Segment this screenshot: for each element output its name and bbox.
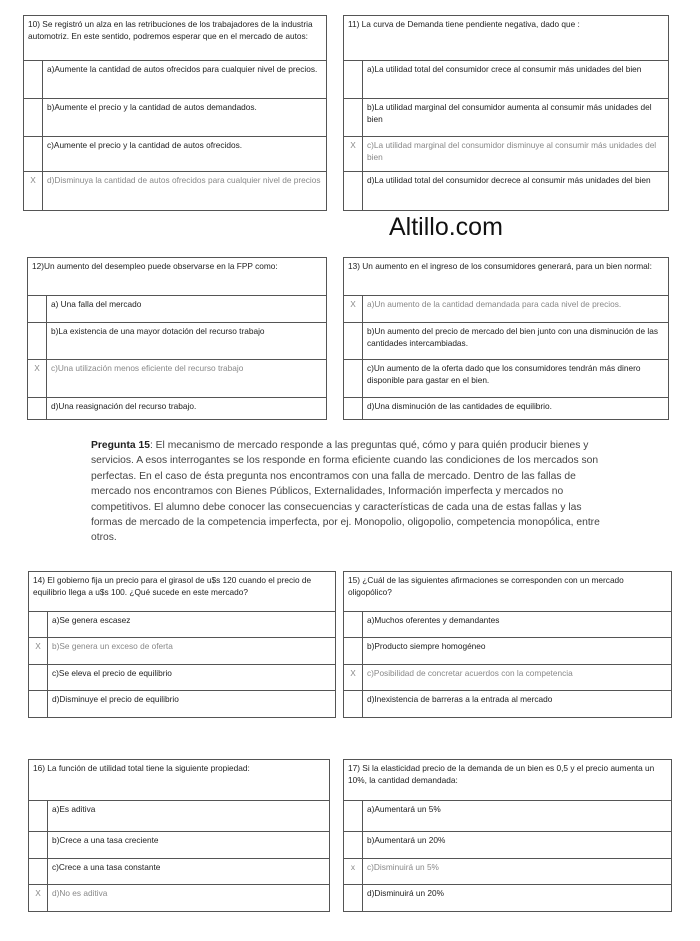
answer-mark: [344, 172, 363, 211]
answer-option-a: a)Aumente la cantidad de autos ofrecidos para cualquier nivel de precios.: [43, 61, 327, 99]
question-13-table: [343, 257, 669, 420]
question-12-table: [27, 257, 327, 420]
answer-mark: [28, 398, 47, 420]
answer-option-d: d)Disminuya la cantidad de autos ofrecidos para cualquier nivel de precios: [43, 172, 327, 211]
answer-option-b: b)Aumentará un 20%: [363, 832, 672, 859]
answer-option-c: c)Posibilidad de concretar acuerdos con la competencia: [363, 665, 672, 691]
site-brand: Altillo.com: [389, 213, 503, 241]
question-15-table: [343, 571, 672, 718]
answer-option-a: a) Una falla del mercado: [47, 296, 327, 323]
answer-mark: [344, 99, 363, 137]
question-13-text: 13) Un aumento en el ingreso de los consumidores generará, para un bien normal:: [344, 258, 669, 296]
answer-mark: x: [344, 859, 363, 885]
answer-mark: [344, 832, 363, 859]
answer-mark: X: [28, 360, 47, 398]
answer-mark: [29, 665, 48, 691]
answer-mark: [24, 99, 43, 137]
answer-mark: [29, 612, 48, 638]
answer-mark: [24, 137, 43, 172]
question-11-text: 11) La curva de Demanda tiene pendiente negativa, dado que :: [344, 16, 669, 61]
answer-option-d: d)Disminuirá un 20%: [363, 885, 672, 912]
answer-mark: [344, 638, 363, 665]
answer-option-b: b)Crece a una tasa creciente: [48, 832, 330, 859]
explanation-label: Pregunta 15: [91, 440, 150, 451]
answer-option-b: b)La utilidad marginal del consumidor aumenta al consumir más unidades del bien: [363, 99, 669, 137]
answer-option-d: d)Disminuye el precio de equilibrio: [48, 691, 336, 718]
question-10-table: [23, 15, 327, 211]
answer-option-b: b)Producto siempre homogéneo: [363, 638, 672, 665]
answer-mark: X: [29, 638, 48, 665]
answer-option-a: a)Se genera escasez: [48, 612, 336, 638]
answer-option-c: c)Un aumento de la oferta dado que los consumidores tendrán más dinero disponible para gastar en el bien.: [363, 360, 669, 398]
explanation-paragraph: [91, 438, 601, 546]
answer-option-d: d)La utilidad total del consumidor decrece al consumir más unidades del bien: [363, 172, 669, 211]
answer-mark: [29, 801, 48, 832]
answer-option-d: d)Una reasignación del recurso trabajo.: [47, 398, 327, 420]
answer-option-c: c)Disminuirá un 5%: [363, 859, 672, 885]
answer-mark: [29, 691, 48, 718]
answer-mark: [28, 296, 47, 323]
question-11-table: [343, 15, 669, 211]
answer-option-d: d)Inexistencia de barreras a la entrada al mercado: [363, 691, 672, 718]
answer-option-b: b)Aumente el precio y la cantidad de autos demandados.: [43, 99, 327, 137]
answer-option-c: c)Aumente el precio y la cantidad de autos ofrecidos.: [43, 137, 327, 172]
answer-mark: [29, 859, 48, 885]
answer-mark: [29, 832, 48, 859]
answer-option-c: c)La utilidad marginal del consumidor disminuye al consumir más unidades del bien: [363, 137, 669, 172]
question-17-text: 17) Si la elasticidad precio de la demanda de un bien es 0,5 y el precio aumenta un 10%, la cantidad demandada:: [344, 760, 672, 801]
answer-option-a: a)Es aditiva: [48, 801, 330, 832]
answer-option-b: b)Se genera un exceso de oferta: [48, 638, 336, 665]
answer-option-c: c)Crece a una tasa constante: [48, 859, 330, 885]
question-16-table: [28, 759, 330, 912]
question-10-text: 10) Se registró un alza en las retribuciones de los trabajadores de la industria automotriz. En este sentido, podremos esperar que en el mercado de autos:: [24, 16, 327, 61]
answer-mark: [24, 61, 43, 99]
answer-mark: X: [24, 172, 43, 211]
answer-option-c: c)Se eleva el precio de equilibrio: [48, 665, 336, 691]
answer-option-b: b)La existencia de una mayor dotación del recurso trabajo: [47, 323, 327, 360]
answer-mark: [344, 801, 363, 832]
answer-mark: [344, 885, 363, 912]
answer-option-a: a)Un aumento de la cantidad demandada para cada nivel de precios.: [363, 296, 669, 323]
answer-mark: X: [29, 885, 48, 912]
question-12-text: 12)Un aumento del desempleo puede observarse en la FPP como:: [28, 258, 327, 296]
answer-mark: [28, 323, 47, 360]
question-16-text: 16) La función de utilidad total tiene la siguiente propiedad:: [29, 760, 330, 801]
answer-option-a: a)Muchos oferentes y demandantes: [363, 612, 672, 638]
answer-mark: X: [344, 296, 363, 323]
answer-option-a: a)La utilidad total del consumidor crece al consumir más unidades del bien: [363, 61, 669, 99]
answer-mark: [344, 691, 363, 718]
question-14-text: 14) El gobierno fija un precio para el girasol de u$s 120 cuando el precio de equilibrio llega a u$s 100. ¿Qué sucede en este mercado?: [29, 572, 336, 612]
answer-mark: [344, 398, 363, 420]
question-15-text: 15) ¿Cuál de las siguientes afirmaciones se corresponden con un mercado oligopólico?: [344, 572, 672, 612]
answer-mark: [344, 61, 363, 99]
answer-mark: [344, 612, 363, 638]
answer-option-d: d)No es aditiva: [48, 885, 330, 912]
question-14-table: [28, 571, 336, 718]
answer-mark: X: [344, 137, 363, 172]
answer-mark: X: [344, 665, 363, 691]
answer-option-a: a)Aumentará un 5%: [363, 801, 672, 832]
answer-mark: [344, 360, 363, 398]
question-17-table: [343, 759, 672, 912]
answer-option-d: d)Una disminución de las cantidades de equilibrio.: [363, 398, 669, 420]
answer-mark: [344, 323, 363, 360]
answer-option-b: b)Un aumento del precio de mercado del bien junto con una disminución de las cantidades intercambiadas.: [363, 323, 669, 360]
answer-option-c: c)Una utilización menos eficiente del recurso trabajo: [47, 360, 327, 398]
explanation-text: : El mecanismo de mercado responde a las preguntas qué, cómo y para quién producir bienes y servicios. A esos interrogantes se los responde en forma eficiente cuando las condiciones de los mercados son perfectas. En el caso de ésta pregunta nos encontramos con una falla de mercado. Dentro de las fallas de mercado nos encontramos con Bienes Públicos, Externalidades, Información imperfecta y mercados no competitivos. El alumno debe conocer las consecuencias y características de cada una de estas fallas y las formas de mercado de la competencia imperfecta, por ej. Monopolio, oligopolio, competencia monopólica, entre otros.: [91, 440, 600, 544]
